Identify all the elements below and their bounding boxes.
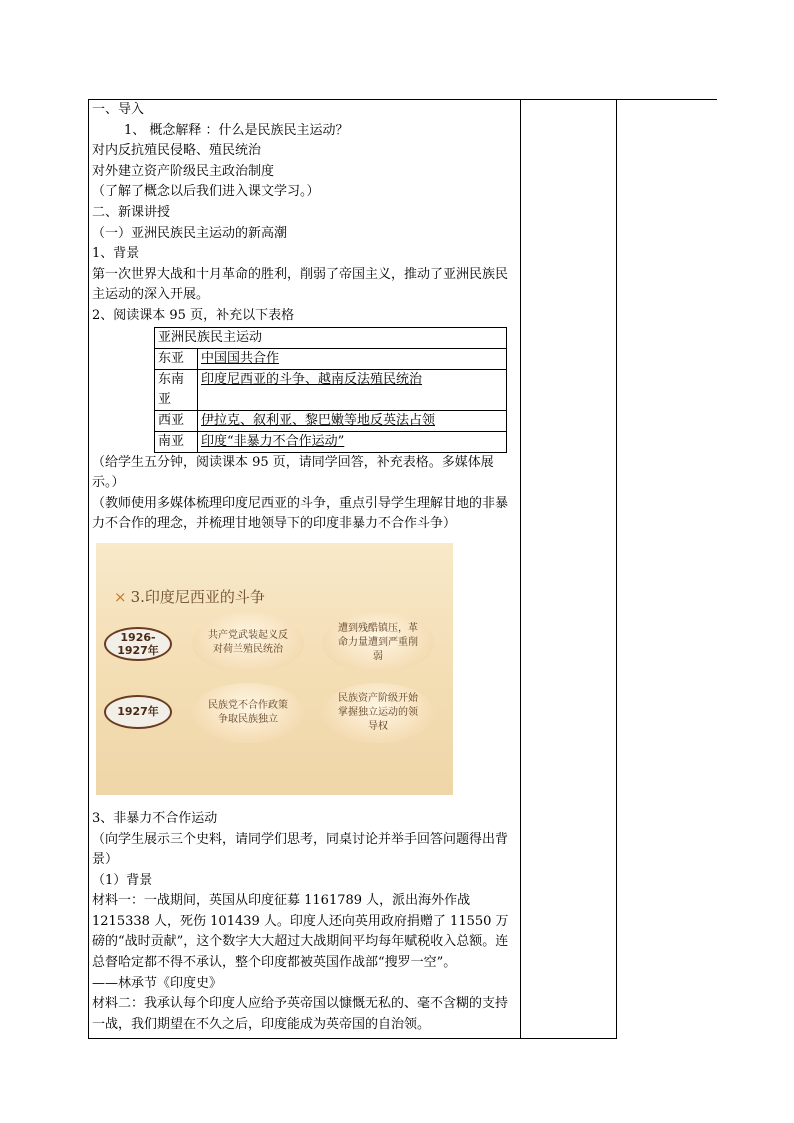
slide-marker-icon: × [114, 587, 127, 606]
section-intro-heading: 一、导入 [92, 102, 145, 117]
concept-inner: 对内反抗殖民侵略、殖民统治 [92, 143, 262, 159]
event-bubble-bourgeoisie: 民族资产阶级开始掌握独立运动的领导权 [322, 683, 434, 743]
column-divider-2 [616, 99, 617, 1039]
year-1927-badge: 1927年 [104, 695, 172, 729]
table-bottom-border [88, 1038, 616, 1039]
sources-task-note: （向学生展示三个史料，请同学们思考，同桌讨论并举手回答问题得出背景） [92, 831, 509, 868]
asia-movement-table [154, 327, 507, 453]
event-bubble-suppressed: 遭到残酷镇压，革命力量遭到严重削弱 [322, 613, 434, 673]
content-cell: 印度尼西亚的斗争、越南反法殖民统治 [198, 369, 507, 410]
table-row [155, 410, 507, 431]
content-cell: 伊拉克、叙利亚、黎巴嫩等地反英法占领 [198, 410, 507, 431]
student-task-note: （给学生五分钟，阅读课本 95 页，请同学回答，补充表格。多媒体展示。） [92, 454, 494, 491]
content-cell: 中国国共合作 [198, 348, 507, 369]
event-bubble-uprising: 共产党武装起义反对荷兰殖民统治 [192, 613, 304, 673]
nonviolence-heading: 3、非暴力不合作运动 [92, 810, 218, 826]
background-subheading: （1）背景 [92, 872, 153, 888]
material-one-source: ——林承节《印度史》 [92, 975, 223, 991]
section-new-lesson-heading: 二、新课讲授 [92, 204, 171, 220]
asia-table-header: 亚洲民族民主运动 [155, 327, 507, 348]
region-cell: 西亚 [155, 410, 198, 431]
event-bubble-national-party: 民族党不合作政策争取民族独立 [192, 683, 304, 743]
table-row [155, 369, 507, 410]
lesson-content-column [92, 100, 516, 1035]
background-heading: 1、背景 [92, 246, 140, 262]
lesson-plan-table [88, 99, 715, 1039]
year-1926-badge: 1926-1927年 [104, 627, 172, 661]
background-text: 第一次世界大战和十月革命的胜利，削弱了帝国主义，推动了亚洲民族民主运动的深入开展。 [92, 266, 509, 303]
reading-task: 2、阅读课本 95 页，补充以下表格 [92, 307, 295, 323]
transition-note: （了解了概念以后我们进入课文学习。） [92, 184, 320, 200]
teacher-note: （教师使用多媒体梳理印度尼西亚的斗争，重点引导学生理解甘地的非暴力不合作的理念，并梳理甘地领导下的印度非暴力不合作斗争） [92, 495, 509, 532]
region-cell: 东南亚 [155, 369, 198, 410]
concept-outer: 对外建立资产阶级民主政治制度 [92, 163, 275, 179]
slide-title: × 3.印度尼西亚的斗争 [114, 587, 265, 606]
concept-question: 1、 概念解释 ：什么是民族民主运动？ [124, 122, 349, 138]
region-cell: 东亚 [155, 348, 198, 369]
indonesia-struggle-slide [96, 543, 453, 795]
material-two: 材料二：我承认每个印度人应给予英帝国以慷慨无私的、毫不含糊的支持一战，我们期望在不久之后，印度能成为英帝国的自治领。 [92, 996, 509, 1032]
table-left-border [88, 99, 89, 1039]
column-divider-1 [520, 99, 521, 1039]
content-cell: 印度“非暴力不合作运动” [198, 431, 507, 452]
table-row [155, 431, 507, 452]
region-cell: 南亚 [155, 431, 198, 452]
table-row [155, 348, 507, 369]
subsection-asia-heading: （一）亚洲民族民主运动的新高潮 [92, 225, 288, 241]
material-one: 材料一：一战期间，英国从印度征募 1161789 人，派出海外作战 1215338 人，死伤 101439 人。印度人还向英用政府捐赠了 11550 万磅的“战时贡献”，这个数字大大超过大战期间平均每年赋税收入总额。连总督哈定都不得不承认，整个印度都被英国作战部“搜罗一空”。 [92, 893, 509, 971]
